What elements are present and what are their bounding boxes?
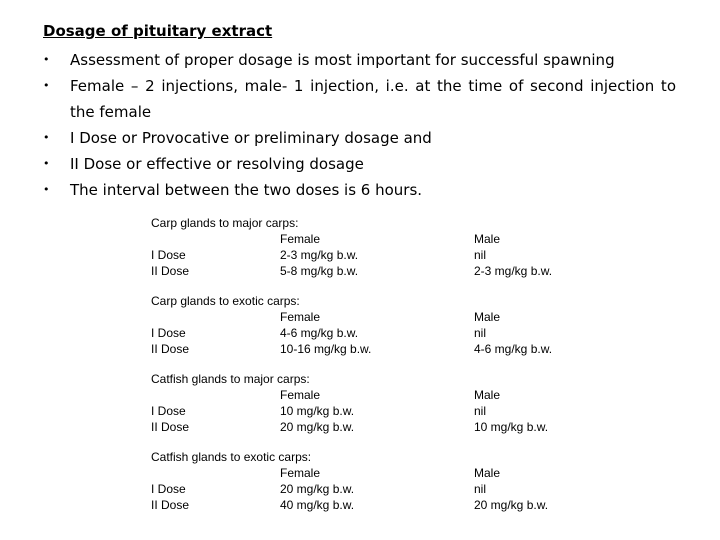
- dose-label: II Dose: [151, 342, 190, 356]
- female-dose: 10-16 mg/kg b.w.: [280, 342, 372, 356]
- female-header: Female: [280, 388, 321, 402]
- female-header: Female: [280, 232, 321, 246]
- male-header: Male: [474, 232, 501, 246]
- male-dose: 20 mg/kg b.w.: [474, 498, 549, 512]
- dosage-group-catfish-exotic: [151, 449, 611, 529]
- dose-label: I Dose: [151, 326, 186, 340]
- dose-row: [151, 341, 611, 357]
- male-header: Male: [474, 388, 501, 402]
- bullet-icon: •: [43, 183, 50, 196]
- bullet-icon: •: [43, 53, 50, 66]
- bullet-text: I Dose or Provocative or preliminary dosage and: [70, 129, 432, 147]
- female-dose: 20 mg/kg b.w.: [280, 482, 355, 496]
- male-header: Male: [474, 466, 501, 480]
- male-dose: nil: [474, 404, 487, 418]
- bullet-icon: •: [43, 131, 50, 144]
- dosage-group-carp-exotic: [151, 293, 611, 373]
- female-dose: 4-6 mg/kg b.w.: [280, 326, 359, 340]
- dose-row: [151, 481, 611, 497]
- bullet-list: [43, 47, 683, 203]
- dose-row: [151, 419, 611, 435]
- dose-label: I Dose: [151, 248, 186, 262]
- dosage-group-catfish-major: [151, 371, 611, 451]
- page-title: Dosage of pituitary extract: [43, 22, 273, 40]
- bullet-item: [43, 151, 683, 177]
- female-dose: 10 mg/kg b.w.: [280, 404, 355, 418]
- dose-row: [151, 263, 611, 279]
- group-heading: Catfish glands to major carps:: [151, 372, 310, 386]
- male-dose: nil: [474, 248, 487, 262]
- group-heading: Carp glands to major carps:: [151, 216, 299, 230]
- dose-row: [151, 247, 611, 263]
- dose-row: [151, 403, 611, 419]
- female-dose: 40 mg/kg b.w.: [280, 498, 355, 512]
- male-header: Male: [474, 310, 501, 324]
- dosage-group-carp-major: [151, 215, 611, 295]
- dose-label: II Dose: [151, 420, 190, 434]
- bullet-text: Assessment of proper dosage is most important for successful spawning: [70, 51, 615, 69]
- bullet-item: [43, 125, 683, 151]
- dose-row: [151, 325, 611, 341]
- male-dose: 2-3 mg/kg b.w.: [474, 264, 553, 278]
- bullet-item: [43, 73, 683, 125]
- bullet-text: The interval between the two doses is 6 hours.: [70, 181, 423, 199]
- bullet-text: Female – 2 injections, male- 1 injection, i.e. at the time of second injection to the female: [70, 77, 676, 121]
- bullet-item: [43, 47, 683, 73]
- dose-label: II Dose: [151, 264, 190, 278]
- female-dose: 2-3 mg/kg b.w.: [280, 248, 359, 262]
- bullet-text: II Dose or effective or resolving dosage: [70, 155, 364, 173]
- dose-row: [151, 497, 611, 513]
- dose-label: I Dose: [151, 482, 186, 496]
- group-heading: Carp glands to exotic carps:: [151, 294, 300, 308]
- dose-label: II Dose: [151, 498, 190, 512]
- male-dose: nil: [474, 482, 487, 496]
- bullet-icon: •: [43, 79, 50, 92]
- female-header: Female: [280, 310, 321, 324]
- female-header: Female: [280, 466, 321, 480]
- female-dose: 20 mg/kg b.w.: [280, 420, 355, 434]
- male-dose: 10 mg/kg b.w.: [474, 420, 549, 434]
- male-dose: nil: [474, 326, 487, 340]
- male-dose: 4-6 mg/kg b.w.: [474, 342, 553, 356]
- group-heading: Catfish glands to exotic carps:: [151, 450, 312, 464]
- dose-label: I Dose: [151, 404, 186, 418]
- bullet-item: [43, 177, 683, 203]
- bullet-icon: •: [43, 157, 50, 170]
- female-dose: 5-8 mg/kg b.w.: [280, 264, 359, 278]
